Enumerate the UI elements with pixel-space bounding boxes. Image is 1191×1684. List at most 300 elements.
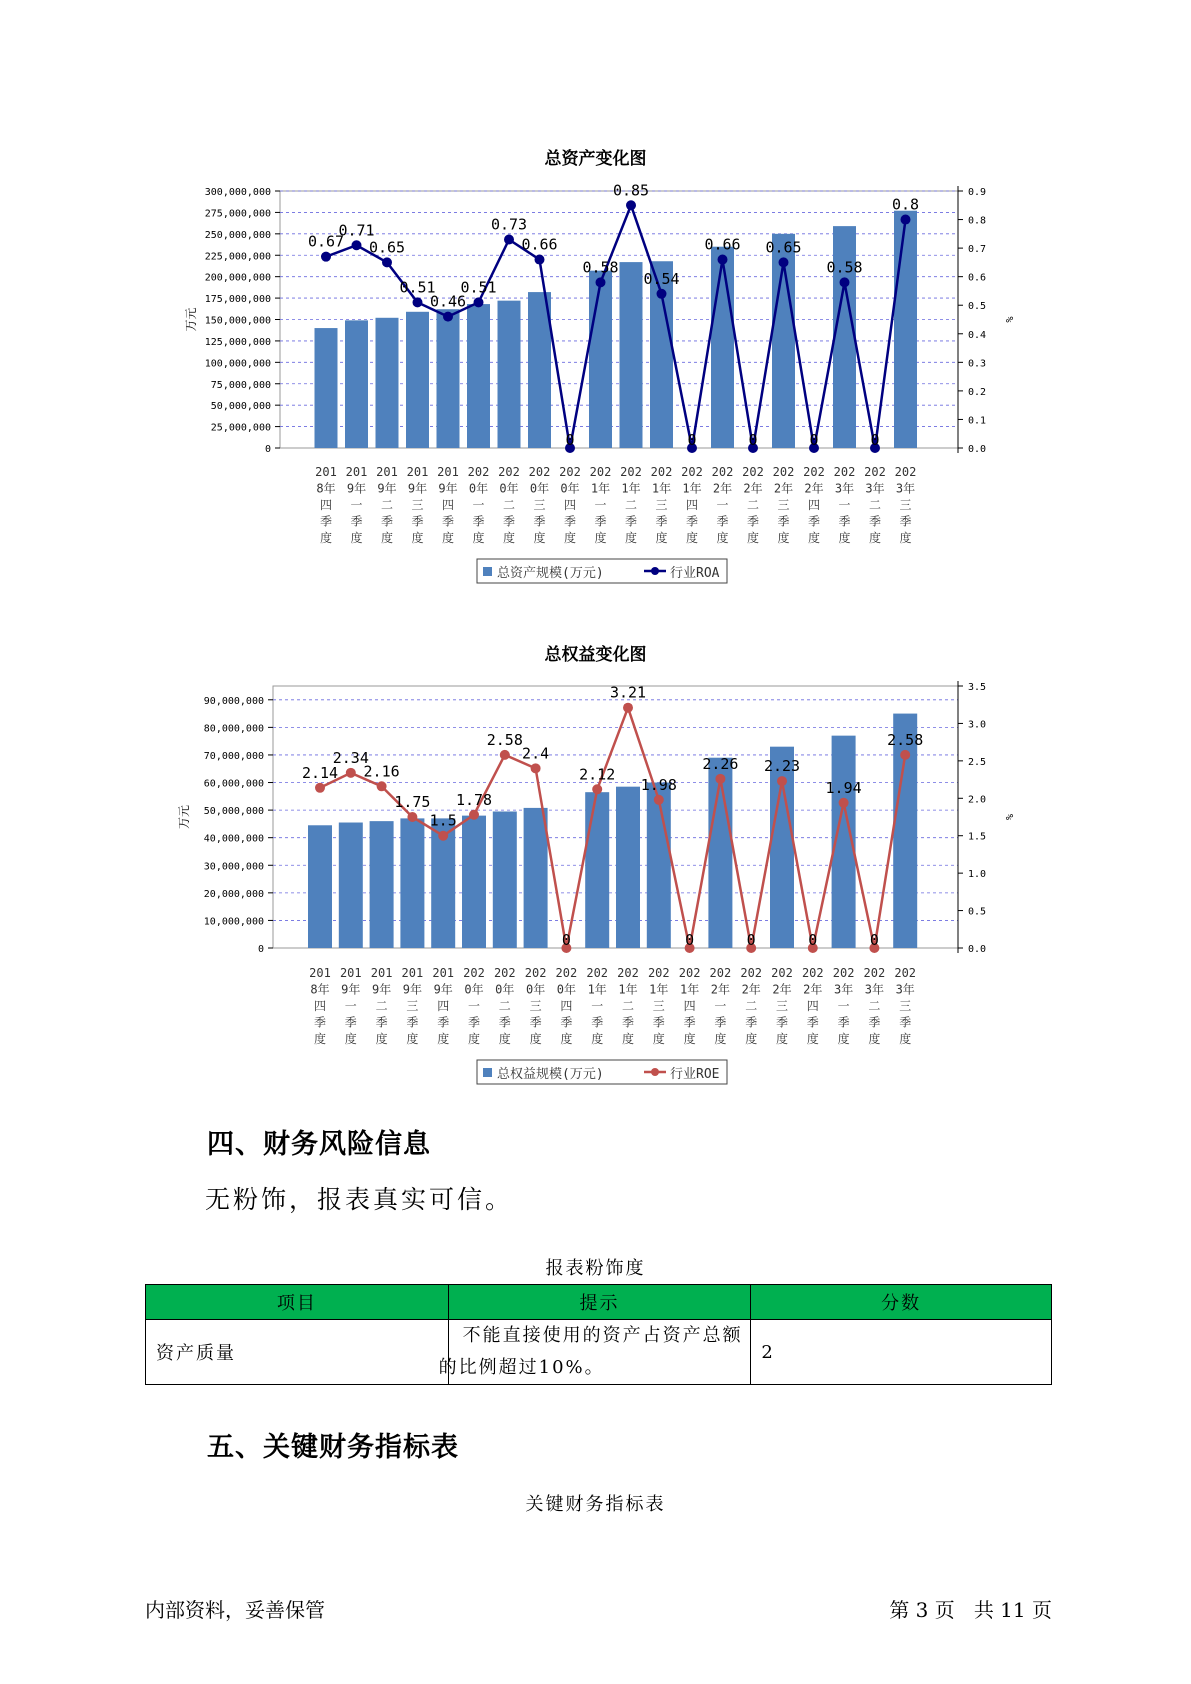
x-tick-label: 1年 bbox=[618, 982, 638, 997]
x-tick-label: 度 bbox=[775, 1032, 789, 1046]
x-tick-label: 度 bbox=[714, 1032, 727, 1046]
y2-tick-label: 3.0 bbox=[968, 719, 987, 731]
y-axis-title: 万元 bbox=[177, 804, 191, 830]
x-tick-label: 度 bbox=[591, 1032, 604, 1046]
x-tick-label: 季 bbox=[714, 1015, 727, 1030]
x-tick-label: 季 bbox=[313, 1015, 327, 1030]
data-point bbox=[626, 200, 636, 210]
bar bbox=[524, 808, 548, 948]
x-tick-label: 季 bbox=[344, 1015, 357, 1030]
x-tick-label: 季 bbox=[899, 514, 912, 529]
data-label: 0.73 bbox=[490, 215, 528, 234]
x-tick-label: 四 bbox=[437, 999, 450, 1013]
x-tick-label: 四 bbox=[563, 498, 577, 512]
y-tick-label: 10,000,000 bbox=[203, 916, 264, 928]
x-tick-label: 四 bbox=[807, 498, 821, 512]
data-point bbox=[718, 255, 728, 265]
x-tick-label: 201 bbox=[432, 966, 455, 980]
x-tick-label: 季 bbox=[591, 1015, 604, 1030]
data-label: 0.85 bbox=[612, 181, 650, 200]
data-label: 0.51 bbox=[460, 278, 497, 297]
x-tick-label: 8年 bbox=[310, 982, 330, 997]
x-tick-label: 度 bbox=[375, 1032, 388, 1046]
x-tick-label: 四 bbox=[319, 498, 333, 512]
x-tick-label: 四 bbox=[313, 999, 327, 1013]
score-cell: 2 bbox=[751, 1320, 1052, 1385]
data-label: 1.78 bbox=[455, 790, 493, 809]
data-label: 0 bbox=[687, 431, 697, 449]
bar bbox=[647, 783, 671, 948]
y-axis-title: 万元 bbox=[184, 307, 198, 332]
x-tick-label: 二 bbox=[745, 999, 758, 1013]
y2-tick-label: 0.0 bbox=[968, 944, 987, 955]
x-tick-label: 三 bbox=[529, 999, 542, 1013]
hint-line: 不能直接使用的资产占资产总额 bbox=[462, 1325, 743, 1346]
x-tick-label: 2年 bbox=[743, 481, 763, 496]
data-label: 2.4 bbox=[522, 744, 550, 763]
x-tick-label: 度 bbox=[899, 531, 912, 545]
table-caption: 报表粉饰度 bbox=[545, 1258, 646, 1279]
y-tick-label: 300,000,000 bbox=[204, 187, 271, 198]
x-tick-label: 8年 bbox=[316, 481, 336, 496]
page-number: 第 3 页 共 11 页 bbox=[889, 1598, 1052, 1622]
x-tick-label: 季 bbox=[319, 514, 333, 529]
x-tick-label: 2年 bbox=[804, 481, 824, 496]
x-tick-label: 四 bbox=[560, 999, 573, 1013]
x-tick-label: 季 bbox=[746, 514, 760, 529]
x-tick-label: 一 bbox=[591, 999, 604, 1013]
total-assets-chart bbox=[0, 180, 1191, 620]
x-tick-label: 202 bbox=[894, 966, 917, 980]
data-label: 0 bbox=[808, 931, 818, 949]
y2-tick-label: 0.9 bbox=[968, 187, 987, 198]
y-tick-label: 60,000,000 bbox=[203, 778, 264, 790]
x-tick-label: 202 bbox=[528, 465, 551, 479]
data-point bbox=[900, 750, 910, 760]
bar bbox=[437, 309, 460, 448]
x-tick-label: 0年 bbox=[464, 982, 484, 997]
x-tick-label: 9年 bbox=[377, 481, 397, 496]
x-tick-label: 季 bbox=[441, 514, 455, 529]
x-tick-label: 季 bbox=[683, 1015, 696, 1030]
footer-left: 内部资料，妥善保管 bbox=[145, 1598, 325, 1622]
x-tick-label: 度 bbox=[498, 1032, 511, 1046]
x-tick-label: 0年 bbox=[468, 481, 489, 496]
x-tick-label: 季 bbox=[563, 514, 577, 529]
data-label: 0.58 bbox=[826, 258, 863, 277]
data-label: 2.58 bbox=[887, 730, 924, 749]
bar bbox=[498, 301, 521, 448]
y-tick-label: 125,000,000 bbox=[204, 336, 271, 348]
x-tick-label: 四 bbox=[683, 999, 696, 1013]
bar bbox=[376, 318, 399, 448]
x-tick-label: 1年 bbox=[621, 481, 641, 496]
x-tick-label: 一 bbox=[594, 498, 607, 512]
x-tick-label: 202 bbox=[681, 465, 703, 479]
x-tick-label: 202 bbox=[586, 966, 609, 980]
data-point bbox=[315, 783, 325, 793]
x-tick-label: 度 bbox=[716, 531, 729, 545]
x-tick-label: 四 bbox=[441, 498, 455, 512]
x-tick-label: 202 bbox=[833, 465, 856, 479]
y2-tick-label: 1.5 bbox=[968, 831, 987, 843]
x-tick-label: 0年 bbox=[556, 982, 577, 997]
x-tick-label: 201 bbox=[370, 966, 393, 980]
x-tick-label: 季 bbox=[529, 1015, 542, 1030]
data-label: 2.23 bbox=[763, 757, 801, 776]
section-heading: 五、关键财务指标表 bbox=[207, 1432, 459, 1463]
x-tick-label: 季 bbox=[777, 514, 790, 529]
x-tick-label: 季 bbox=[716, 514, 729, 529]
legend-bar-swatch bbox=[483, 1068, 492, 1077]
column-header: 提示 bbox=[448, 1285, 751, 1320]
x-tick-label: 二 bbox=[868, 498, 882, 512]
x-tick-label: 1年 bbox=[679, 982, 700, 997]
data-label: 2.16 bbox=[363, 762, 400, 781]
x-tick-label: 季 bbox=[502, 514, 516, 529]
x-tick-label: 三 bbox=[775, 999, 789, 1013]
x-tick-label: 季 bbox=[838, 514, 851, 529]
x-tick-label: 三 bbox=[899, 999, 912, 1013]
legend-label: 行业ROE bbox=[670, 1067, 720, 1082]
x-tick-label: 2年 bbox=[710, 982, 731, 997]
x-tick-label: 201 bbox=[309, 966, 331, 980]
x-tick-label: 202 bbox=[772, 465, 795, 479]
x-tick-label: 202 bbox=[864, 465, 886, 479]
data-point bbox=[657, 289, 667, 299]
bar bbox=[620, 262, 643, 448]
x-tick-label: 二 bbox=[380, 498, 394, 512]
x-tick-label: 三 bbox=[652, 999, 665, 1013]
data-point bbox=[438, 831, 448, 841]
data-label: 1.5 bbox=[429, 811, 457, 830]
x-tick-label: 202 bbox=[709, 966, 732, 980]
x-tick-label: 9年 bbox=[346, 481, 367, 496]
x-tick-label: 0年 bbox=[495, 982, 515, 997]
x-tick-label: 度 bbox=[652, 1032, 665, 1046]
x-tick-label: 二 bbox=[868, 999, 881, 1013]
x-tick-label: 度 bbox=[745, 1032, 758, 1046]
table-header-row bbox=[146, 1285, 1052, 1320]
y2-tick-label: 1.0 bbox=[968, 869, 987, 881]
x-tick-label: 202 bbox=[559, 465, 581, 479]
x-tick-label: 二 bbox=[621, 999, 635, 1013]
x-tick-label: 201 bbox=[345, 465, 368, 479]
x-tick-label: 季 bbox=[899, 1015, 912, 1030]
x-tick-label: 2年 bbox=[772, 982, 792, 997]
x-tick-label: 二 bbox=[746, 498, 760, 512]
y2-tick-label: 0.6 bbox=[968, 272, 987, 284]
x-tick-label: 2年 bbox=[741, 982, 761, 997]
x-tick-label: 季 bbox=[437, 1015, 450, 1030]
x-tick-label: 度 bbox=[777, 531, 790, 545]
data-label: 0 bbox=[746, 931, 756, 949]
x-tick-label: 3年 bbox=[865, 481, 885, 496]
x-tick-label: 2年 bbox=[803, 982, 823, 997]
y-tick-label: 250,000,000 bbox=[204, 229, 271, 241]
bar bbox=[585, 792, 609, 948]
x-tick-label: 一 bbox=[472, 498, 485, 512]
x-tick-label: 三 bbox=[655, 498, 668, 512]
x-tick-label: 201 bbox=[376, 465, 398, 479]
data-point bbox=[469, 810, 479, 820]
x-tick-label: 度 bbox=[868, 1032, 881, 1046]
item-cell: 资产质量 bbox=[146, 1320, 449, 1385]
x-tick-label: 1年 bbox=[651, 481, 672, 496]
x-tick-label: 202 bbox=[555, 966, 578, 980]
y2-axis-title: % bbox=[1003, 813, 1014, 821]
x-tick-label: 3年 bbox=[895, 481, 916, 496]
data-label: 0.67 bbox=[307, 232, 345, 251]
x-tick-label: 度 bbox=[319, 531, 333, 545]
x-tick-label: 季 bbox=[624, 514, 638, 529]
x-tick-label: 一 bbox=[350, 498, 363, 512]
y-tick-label: 25,000,000 bbox=[210, 422, 271, 434]
x-tick-label: 9年 bbox=[371, 982, 392, 997]
x-tick-label: 2年 bbox=[712, 481, 733, 496]
legend-label: 行业ROA bbox=[670, 566, 720, 581]
x-tick-label: 三 bbox=[777, 498, 790, 512]
x-tick-label: 季 bbox=[411, 514, 424, 529]
x-tick-label: 度 bbox=[806, 1032, 819, 1046]
data-label: 0.65 bbox=[765, 238, 802, 257]
bar bbox=[406, 312, 429, 448]
data-label: 2.26 bbox=[702, 754, 739, 773]
data-label: 0 bbox=[869, 931, 879, 949]
y2-tick-label: 0.8 bbox=[968, 215, 987, 227]
y-tick-label: 200,000,000 bbox=[204, 272, 271, 284]
data-point bbox=[840, 277, 850, 287]
data-label: 3.21 bbox=[609, 683, 647, 702]
hint-line: 的比例超过10%。 bbox=[438, 1357, 605, 1378]
x-tick-label: 1年 bbox=[587, 982, 607, 997]
x-tick-label: 季 bbox=[655, 514, 668, 529]
x-tick-label: 202 bbox=[617, 966, 639, 980]
data-point bbox=[592, 784, 602, 794]
x-tick-label: 季 bbox=[375, 1015, 388, 1030]
column-header: 分数 bbox=[751, 1285, 1052, 1320]
y-tick-label: 150,000,000 bbox=[204, 315, 271, 327]
bar bbox=[616, 787, 640, 948]
x-tick-label: 季 bbox=[868, 1015, 881, 1030]
x-tick-label: 2年 bbox=[773, 481, 794, 496]
x-tick-label: 9年 bbox=[402, 982, 423, 997]
x-tick-label: 季 bbox=[560, 1015, 573, 1030]
y2-tick-label: 3.5 bbox=[968, 682, 987, 693]
x-tick-label: 四 bbox=[685, 498, 699, 512]
x-tick-label: 9年 bbox=[407, 481, 428, 496]
y-tick-label: 0 bbox=[257, 944, 264, 955]
x-tick-label: 季 bbox=[868, 514, 882, 529]
x-tick-label: 一 bbox=[714, 999, 727, 1013]
y-tick-label: 275,000,000 bbox=[204, 208, 271, 220]
x-tick-label: 度 bbox=[441, 531, 455, 545]
y-tick-label: 50,000,000 bbox=[210, 401, 271, 413]
table-caption: 关键财务指标表 bbox=[525, 1494, 666, 1515]
data-point bbox=[535, 255, 545, 265]
x-tick-label: 3年 bbox=[833, 982, 854, 997]
x-tick-label: 9年 bbox=[341, 982, 361, 997]
table-row bbox=[146, 1320, 1052, 1385]
data-point bbox=[779, 257, 789, 267]
data-point bbox=[321, 252, 331, 262]
data-label: 0 bbox=[685, 931, 695, 949]
y-tick-label: 0 bbox=[264, 444, 271, 455]
y2-tick-label: 0.4 bbox=[968, 329, 987, 341]
y-tick-label: 40,000,000 bbox=[203, 833, 264, 845]
x-tick-label: 202 bbox=[650, 465, 673, 479]
bar bbox=[370, 821, 394, 948]
x-tick-label: 202 bbox=[589, 465, 612, 479]
x-tick-label: 202 bbox=[832, 966, 855, 980]
x-tick-label: 度 bbox=[411, 531, 424, 545]
x-tick-label: 二 bbox=[375, 999, 388, 1013]
data-label: 2.58 bbox=[486, 730, 523, 749]
bar bbox=[345, 320, 368, 448]
x-tick-label: 202 bbox=[678, 966, 701, 980]
x-tick-label: 季 bbox=[652, 1015, 665, 1030]
risk-conclusion: 无粉饰，报表真实可信。 bbox=[205, 1185, 514, 1214]
x-tick-label: 202 bbox=[524, 966, 547, 980]
legend-label: 总资产规模(万元) bbox=[497, 566, 604, 581]
y2-tick-label: 0.0 bbox=[968, 444, 987, 455]
x-tick-label: 二 bbox=[624, 498, 638, 512]
x-tick-label: 度 bbox=[560, 1032, 573, 1046]
x-tick-label: 二 bbox=[502, 498, 516, 512]
data-label: 0.8 bbox=[891, 195, 920, 214]
data-point bbox=[654, 795, 664, 805]
x-tick-label: 度 bbox=[837, 1032, 850, 1046]
data-point bbox=[352, 240, 362, 250]
x-tick-label: 9年 bbox=[433, 982, 453, 997]
x-tick-label: 9年 bbox=[438, 481, 458, 496]
y-tick-label: 20,000,000 bbox=[203, 888, 264, 900]
x-tick-label: 度 bbox=[899, 1032, 912, 1046]
data-label: 0.51 bbox=[399, 278, 436, 297]
x-tick-label: 度 bbox=[313, 1032, 327, 1046]
data-label: 0 bbox=[870, 431, 880, 449]
x-tick-label: 季 bbox=[472, 514, 485, 529]
data-point bbox=[407, 812, 417, 822]
data-label: 2.34 bbox=[332, 748, 369, 767]
y-tick-label: 175,000,000 bbox=[204, 294, 271, 306]
data-point bbox=[901, 215, 911, 225]
data-point bbox=[531, 763, 541, 773]
y2-tick-label: 0.1 bbox=[968, 415, 987, 427]
x-tick-label: 202 bbox=[742, 465, 764, 479]
x-tick-label: 度 bbox=[621, 1032, 635, 1046]
data-point bbox=[413, 297, 423, 307]
x-tick-label: 三 bbox=[533, 498, 546, 512]
bar bbox=[339, 823, 363, 948]
x-tick-label: 202 bbox=[894, 465, 917, 479]
x-tick-label: 度 bbox=[683, 1032, 696, 1046]
data-label: 0.46 bbox=[429, 292, 467, 311]
data-label: 0 bbox=[809, 431, 819, 449]
x-tick-label: 度 bbox=[655, 531, 668, 545]
bar bbox=[711, 247, 734, 448]
y-tick-label: 90,000,000 bbox=[203, 695, 264, 707]
x-tick-label: 0年 bbox=[525, 982, 546, 997]
x-tick-label: 202 bbox=[467, 465, 490, 479]
x-tick-label: 季 bbox=[745, 1015, 758, 1030]
x-tick-label: 202 bbox=[711, 465, 734, 479]
x-tick-label: 季 bbox=[533, 514, 546, 529]
y2-tick-label: 0.5 bbox=[968, 301, 987, 313]
x-tick-label: 度 bbox=[350, 531, 363, 545]
x-tick-label: 202 bbox=[493, 966, 516, 980]
y2-tick-label: 2.0 bbox=[968, 794, 987, 806]
y-tick-label: 225,000,000 bbox=[204, 251, 271, 263]
x-tick-label: 202 bbox=[863, 966, 886, 980]
x-tick-label: 三 bbox=[411, 498, 424, 512]
x-tick-label: 度 bbox=[746, 531, 760, 545]
bar bbox=[894, 211, 917, 448]
y2-axis-title: % bbox=[1003, 316, 1014, 323]
data-label: 0 bbox=[748, 431, 758, 449]
data-label: 2.14 bbox=[301, 763, 339, 782]
bar bbox=[462, 816, 486, 948]
section-heading: 四、财务风险信息 bbox=[207, 1129, 431, 1160]
data-point bbox=[346, 768, 356, 778]
x-tick-label: 0年 bbox=[499, 481, 519, 496]
x-tick-label: 度 bbox=[624, 531, 638, 545]
x-tick-label: 201 bbox=[401, 966, 424, 980]
x-tick-label: 202 bbox=[771, 966, 793, 980]
data-point bbox=[623, 703, 633, 713]
legend-label: 总权益规模(万元) bbox=[497, 1067, 604, 1082]
data-point bbox=[500, 750, 510, 760]
data-label: 0.58 bbox=[582, 258, 619, 277]
x-tick-label: 度 bbox=[344, 1032, 357, 1046]
x-tick-label: 3年 bbox=[834, 481, 855, 496]
data-point bbox=[777, 776, 787, 786]
x-tick-label: 三 bbox=[406, 999, 419, 1013]
x-tick-label: 四 bbox=[806, 999, 819, 1013]
y-tick-label: 50,000,000 bbox=[203, 806, 264, 818]
x-tick-label: 度 bbox=[594, 531, 607, 545]
data-label: 0 bbox=[565, 431, 575, 449]
legend-marker bbox=[651, 567, 659, 575]
x-tick-label: 一 bbox=[837, 999, 850, 1013]
y2-tick-label: 0.2 bbox=[968, 386, 987, 398]
x-tick-label: 202 bbox=[498, 465, 520, 479]
x-tick-label: 季 bbox=[467, 1015, 481, 1030]
data-label: 0.54 bbox=[643, 269, 680, 288]
bar bbox=[315, 328, 338, 448]
x-tick-label: 1年 bbox=[682, 481, 702, 496]
column-header: 项目 bbox=[146, 1285, 449, 1320]
x-tick-label: 度 bbox=[563, 531, 577, 545]
x-tick-label: 0年 bbox=[560, 481, 580, 496]
bar bbox=[493, 811, 517, 948]
x-tick-label: 季 bbox=[594, 514, 607, 529]
x-tick-label: 度 bbox=[472, 531, 485, 545]
x-tick-label: 202 bbox=[463, 966, 485, 980]
chart-title: 总权益变化图 bbox=[544, 645, 647, 665]
y2-tick-label: 0.7 bbox=[968, 244, 987, 256]
x-tick-label: 201 bbox=[406, 465, 429, 479]
data-label: 0.71 bbox=[338, 221, 375, 240]
x-tick-label: 度 bbox=[529, 1032, 542, 1046]
data-label: 2.12 bbox=[579, 765, 616, 784]
data-point bbox=[839, 798, 849, 808]
data-point bbox=[443, 312, 453, 322]
y-tick-label: 80,000,000 bbox=[203, 723, 264, 735]
total-equity-chart bbox=[0, 670, 1191, 1080]
x-tick-label: 度 bbox=[868, 531, 882, 545]
x-tick-label: 1年 bbox=[590, 481, 611, 496]
